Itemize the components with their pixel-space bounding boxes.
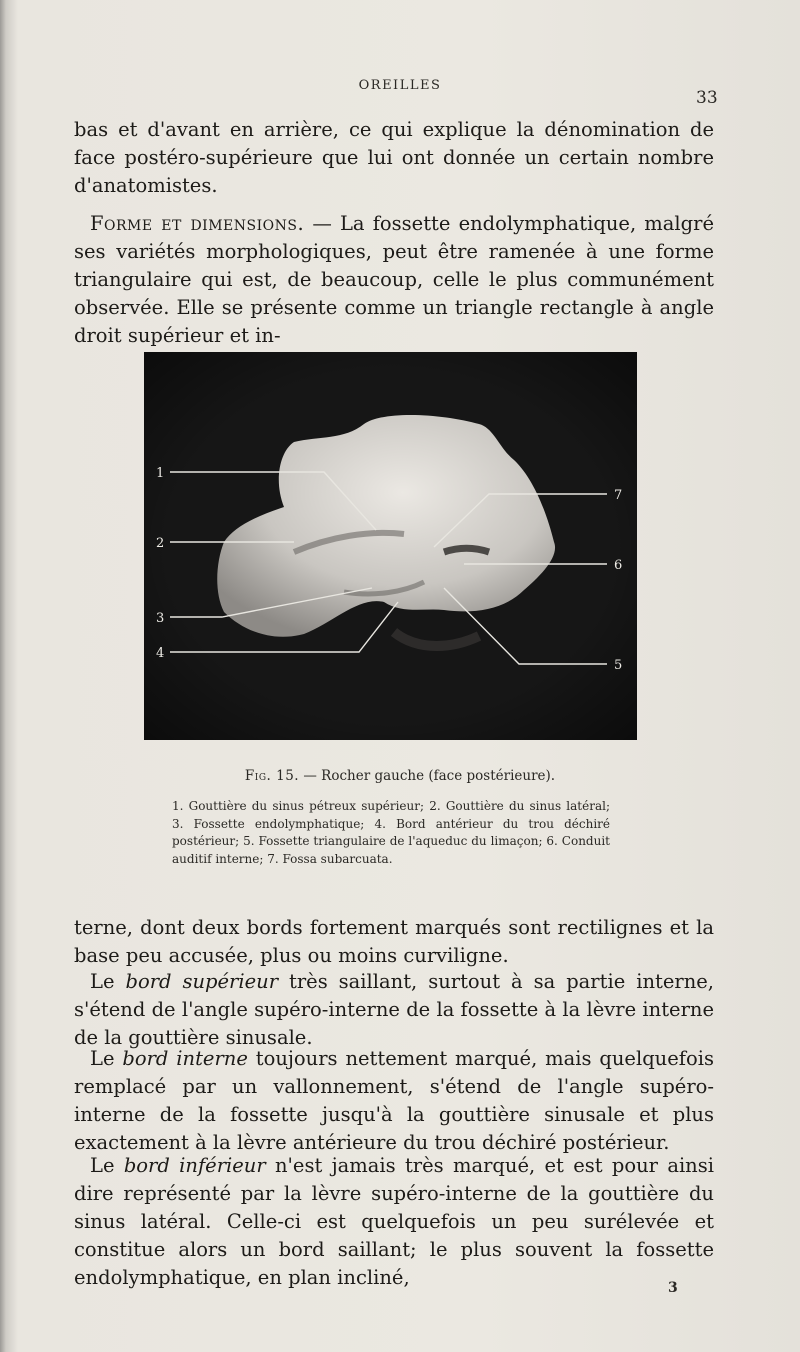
page-number-top: 33 <box>696 88 718 108</box>
paragraph-6: Le bord inférieur n'est jamais très marqué, et est pour ainsi dire représenté par la lèvre supéro-interne de la gouttière du sinus latéral. Celle-ci est quelquefois un peu surélevée et constitue alors un bord saillant; le plus souvent la fossette endolymphatique, en plan incliné, <box>74 1154 714 1289</box>
section-heading: Forme et dimensions. <box>90 212 305 235</box>
term-bord-interne: bord interne <box>122 1047 248 1070</box>
figure-label-6: 6 <box>614 558 623 573</box>
figure-caption <box>0 768 800 784</box>
term-bord-inferieur: bord inférieur <box>123 1154 266 1177</box>
paragraph-1: bas et d'avant en arrière, ce qui explique la dénomination de face postéro-supérieure que lui ont donnée un certain nombre d'anatomistes. <box>74 118 714 197</box>
figure-label-1: 1 <box>156 466 165 481</box>
figure-label-2: 2 <box>156 536 165 551</box>
figure-label-4: 4 <box>156 646 165 661</box>
paragraph-5: Le bord interne toujours nettement marqué, mais quelquefois remplacé par un vallonnement, s'étend de l'angle supéro-interne de la fossette jusqu'à la gouttière sinusale et plus exactement à la lèvre antérieure du trou déchiré postérieur. <box>74 1047 714 1154</box>
figure-label-5: 5 <box>614 658 623 673</box>
paragraph-2-text: — La fossette endolymphatique, malgré ses variétés morphologiques, peut être ramenée à une forme triangulaire qui est, de beaucoup, celle le plus communément observée. Elle se présente comme un triangle rectangle à angle droit supérieur et in- <box>74 212 715 347</box>
figure-number: Fig. 15. <box>244 768 300 784</box>
figure-photograph <box>144 352 637 740</box>
figure-label-7: 7 <box>614 488 623 503</box>
running-title: OREILLES <box>358 78 442 93</box>
figure-legend: 1. Gouttière du sinus pétreux supérieur; 2. Gouttière du sinus latéral; 3. Fossette endolymphatique; 4. Bord antérieur du trou déchiré postérieur; 5. Fossette triangulaire de l'aqueduc du limaçon; 6. Conduit auditif interne; 7. Fossa subarcuata. <box>172 799 610 866</box>
paragraph-3: terne, dont deux bords fortement marqués sont rectilignes et la base peu accusée, plus ou moins curviligne. <box>74 916 714 967</box>
paragraph-4: Le bord supérieur très saillant, surtout à sa partie interne, s'étend de l'angle supéro-interne de la fossette à la lèvre interne de la gouttière sinusale. <box>74 970 714 1049</box>
figure-label-3: 3 <box>156 611 165 626</box>
signature-mark: 3 <box>668 1280 678 1296</box>
petrous-bone-photo <box>144 352 637 740</box>
paragraph-2 <box>74 210 714 350</box>
figure-caption-text: — Rocher gauche (face postérieure). <box>299 768 556 784</box>
term-bord-superieur: bord supérieur <box>125 970 279 993</box>
